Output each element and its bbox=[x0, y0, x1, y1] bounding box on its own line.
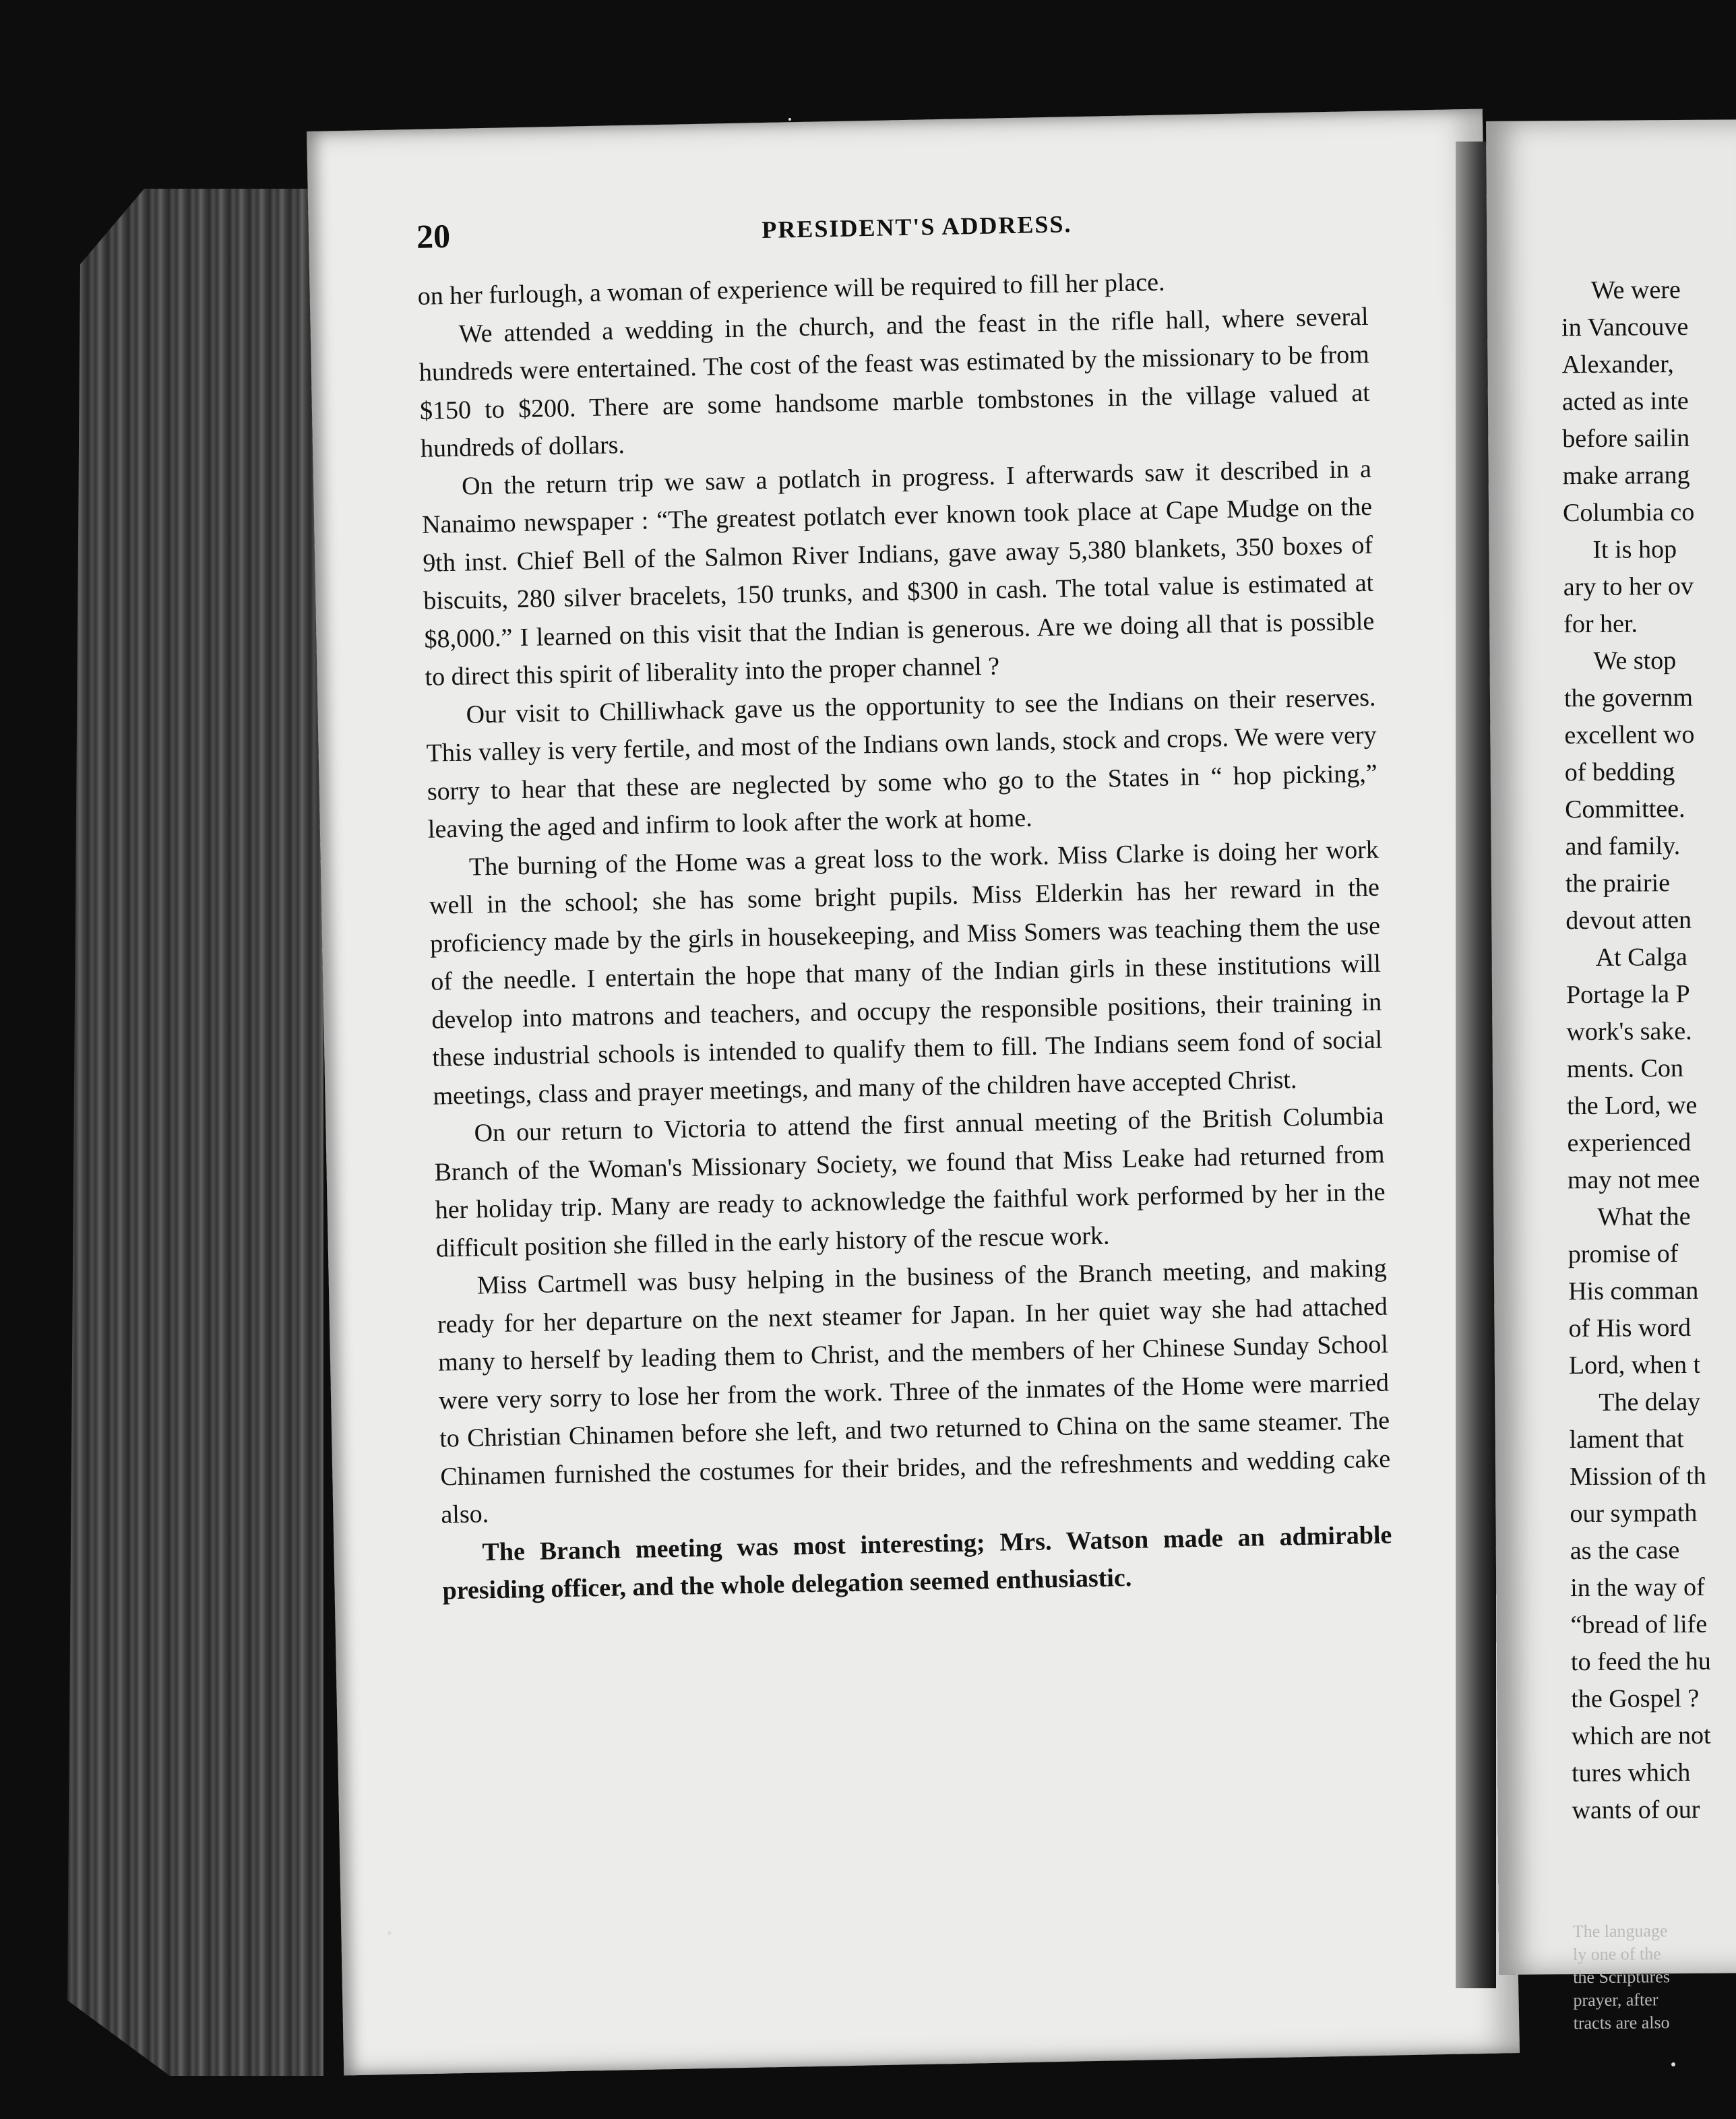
left-page bbox=[307, 109, 1520, 2076]
text-line: We were bbox=[1590, 275, 1681, 305]
text-line: excellent wo bbox=[1564, 720, 1695, 750]
text-line: lament that bbox=[1569, 1424, 1684, 1454]
text-line: in the way of bbox=[1570, 1572, 1705, 1603]
text-line: as the case bbox=[1570, 1536, 1680, 1566]
paragraph: on her furlough, a woman of experience will be required to fill her place. bbox=[417, 268, 1165, 311]
text-line: Columbia co bbox=[1562, 497, 1695, 528]
ghost-line: prayer, after bbox=[1573, 1990, 1658, 2010]
right-page bbox=[1486, 119, 1736, 2033]
body-text bbox=[417, 259, 1393, 1610]
text-line: the Gospel ? bbox=[1571, 1684, 1700, 1714]
text-line: promise of bbox=[1568, 1239, 1679, 1269]
text-line: in Vancouve bbox=[1561, 312, 1689, 342]
paragraph: Miss Cartmell was busy helping in the business of the Branch meeting, and making ready for her departure on the next steamer for Japan. In her quiet way she had attached many to herself by leading them to Christ, and the members of her Chinese Sunday School were very sorry to lose her from the work. Three of the inmates of the Home were married to Christian Chinamen before she left, and two returned to China on the same steamer. The Chinamen furnished the costumes for their brides, and the refreshments and wedding cake also. bbox=[437, 1254, 1391, 1529]
text-line: Portage la P bbox=[1566, 979, 1690, 1010]
ghost-line: the Scriptures bbox=[1573, 1967, 1671, 1988]
paragraph: Our visit to Chilliwhack gave us the opportunity to see the Indians on their reserves. This valley is very fertile, and most of the Indians own lands, stock and crops. We were very sorry to hear that these are neglected by some who go to the States in “ hop picking,” leaving the aged and infirm to look after the work at home. bbox=[426, 683, 1377, 844]
text-line: which are not bbox=[1571, 1721, 1711, 1751]
text-line: Committee. bbox=[1564, 794, 1685, 824]
right-page-text bbox=[1561, 271, 1736, 1829]
text-line: Alexander, bbox=[1561, 350, 1674, 379]
page-header bbox=[416, 197, 1417, 257]
text-line: devout atten bbox=[1566, 905, 1692, 935]
page-number: 20 bbox=[416, 216, 451, 255]
text-line: for her. bbox=[1563, 609, 1638, 639]
text-line: ary to her ov bbox=[1563, 572, 1694, 602]
text-line: before sailin bbox=[1562, 423, 1690, 454]
ghost-line: tracts are also bbox=[1573, 2013, 1670, 2033]
bleed-through-text bbox=[1573, 1919, 1736, 2035]
text-line: We stop bbox=[1593, 646, 1677, 675]
text-line: work's sake. bbox=[1566, 1016, 1692, 1047]
text-line: What the bbox=[1597, 1202, 1691, 1231]
paragraph: On our return to Victoria to attend the first annual meeting of the British Columbia Branch of the Woman's Missionary Society, we found that Miss Leake had returned from her holiday trip. Many are ready to acknowledge the faithful work performed by her in the difficult position she filled in the early history of the rescue work. bbox=[434, 1101, 1386, 1263]
ghost-line: ly one of the bbox=[1572, 1944, 1661, 1965]
book-page-edges bbox=[67, 189, 323, 2076]
dust-speck bbox=[788, 118, 791, 121]
text-line: make arrang bbox=[1562, 460, 1690, 491]
text-line: Mission of th bbox=[1569, 1461, 1706, 1492]
text-line: His comman bbox=[1568, 1276, 1699, 1306]
text-line: the Lord, we bbox=[1567, 1091, 1698, 1121]
text-line: our sympath bbox=[1570, 1498, 1698, 1529]
running-title: PRESIDENT'S ADDRESS. bbox=[761, 210, 1072, 244]
paragraph: The Branch meeting was most interesting; Mrs. Watson made an admirable presiding officer, and the whole delegation seemed enthusiastic. bbox=[442, 1520, 1392, 1605]
dust-speck bbox=[1671, 2062, 1675, 2066]
text-line: ments. Con bbox=[1566, 1053, 1684, 1084]
dust-speck bbox=[388, 1931, 392, 1935]
text-line: and family. bbox=[1565, 832, 1681, 861]
text-line: Lord, when t bbox=[1568, 1350, 1701, 1380]
text-line: At Calga bbox=[1595, 942, 1687, 972]
text-line: It is hop bbox=[1592, 535, 1677, 564]
paragraph: The burning of the Home was a great loss to the work. Miss Clarke is doing her work well in the school; she has some bright pupils. Miss Elderkin has her reward in the proficiency made by the girls in housekeeping, and Miss Somers was teaching them the use of the needle. I entertain the hope that many of the Indian girls in these institutions will develop into matrons and teachers, and occupy the responsible positions, their training in these industrial schools is intended to qualify them to fill. The Indians seem fond of social meetings, class and prayer meetings, and many of the children have accepted Christ. bbox=[429, 835, 1383, 1111]
text-line: wants of our bbox=[1572, 1795, 1700, 1825]
text-line: to feed the hu bbox=[1570, 1647, 1711, 1677]
text-line: experienced bbox=[1567, 1128, 1692, 1158]
paragraph: We attended a wedding in the church, and the feast in the rifle hall, where several hundreds were entertained. The cost of the feast was estimated by the missionary to be from $150 to $200. There are some handsome marble tombstones in the village valued at hundreds of dollars. bbox=[418, 302, 1371, 463]
text-line: the governm bbox=[1563, 683, 1694, 713]
text-line: tures which bbox=[1571, 1758, 1691, 1788]
text-line: acted as inte bbox=[1561, 386, 1689, 417]
paragraph: On the return trip we saw a potlatch in progress. I afterwards saw it described in a Nanaimo newspaper : “The greatest potlatch ever known took place at Cape Mudge on the 9th inst. Chief Bell of the Salmon River Indians, gave away 5,380 blankets, 350 boxes of biscuits, 280 silver bracelets, 150 trunks, and $300 in cash. The total value is estimated at $8,000.” I learned on this visit that the Indian is generous. Are we doing all that is possible to direct this spirit of liberality into the proper channel ? bbox=[421, 454, 1375, 692]
text-line: The delay bbox=[1599, 1387, 1701, 1417]
text-line: “bread of life bbox=[1570, 1609, 1708, 1640]
text-line: the prairie bbox=[1565, 869, 1671, 898]
text-line: of bedding bbox=[1564, 758, 1675, 787]
text-line: may not mee bbox=[1567, 1165, 1700, 1195]
text-line: of His word bbox=[1568, 1313, 1692, 1343]
ghost-line: The language bbox=[1572, 1921, 1668, 1942]
